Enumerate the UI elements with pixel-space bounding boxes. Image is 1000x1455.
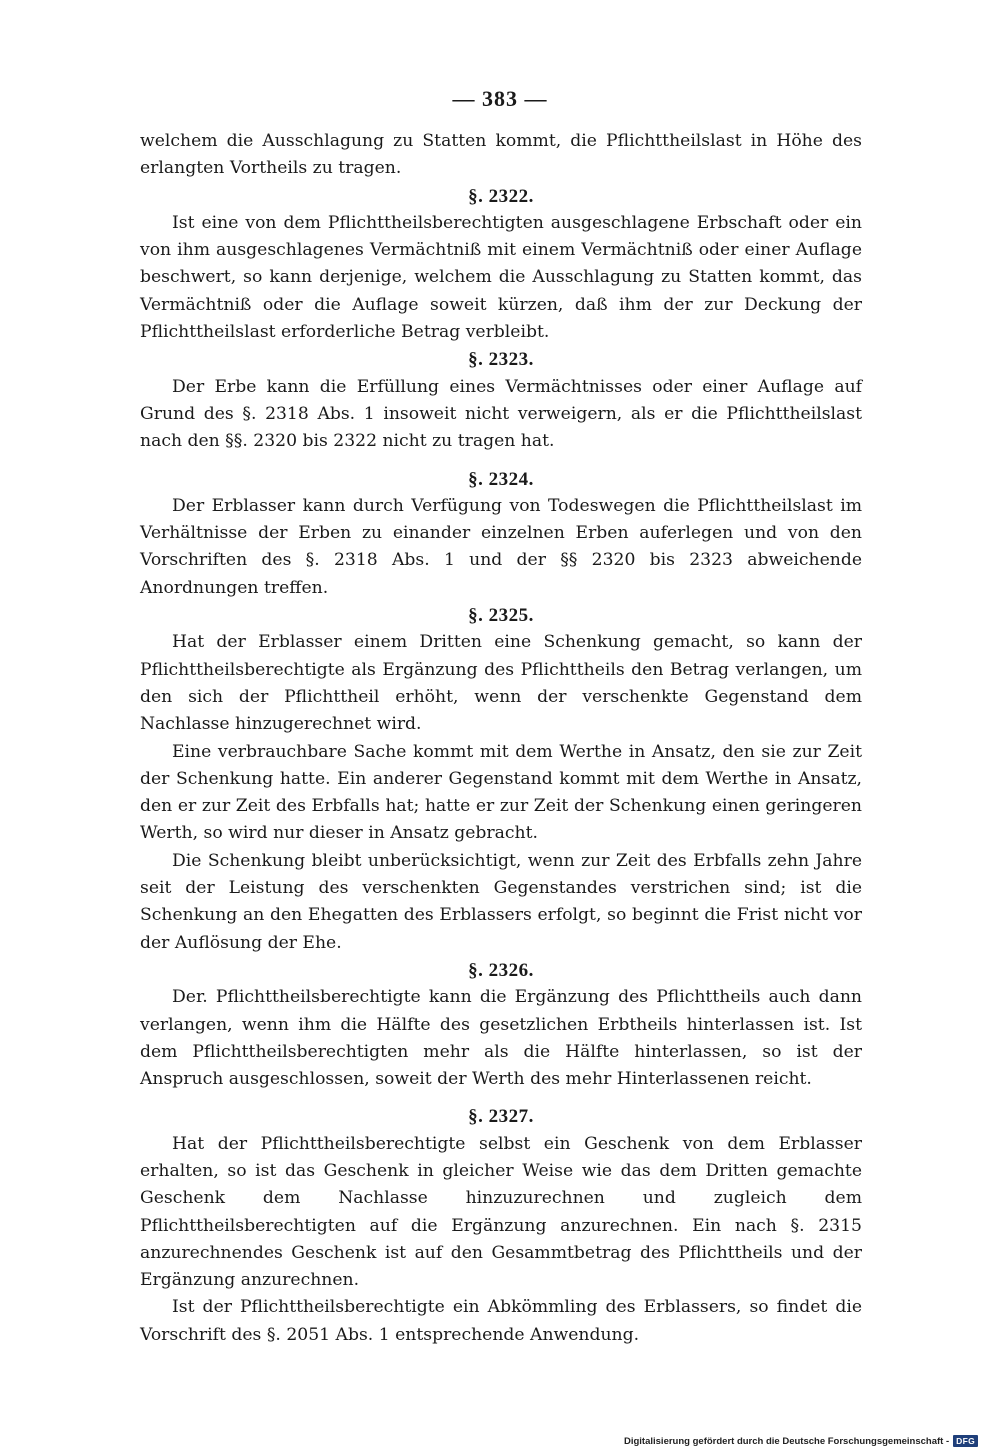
paragraph: Eine verbrauchbare Sache kommt mit dem Werthe in Ansatz, den sie zur Zeit der Schenkung hatte. Ein anderer Gegenstand kommt mit dem Werthe in Ansatz, den er zur Zeit des Erbfalls hat; hatte er zur Zeit der Schenkung einen geringeren Werth, so wird nur dieser in Ansatz gebracht. <box>140 741 862 844</box>
section-heading: §. 2325. <box>468 605 534 627</box>
page-number: — 383 — <box>452 86 548 111</box>
paragraph: Der Erblasser kann durch Verfügung von Todeswegen die Pflichttheilslast im Verhältnisse der Erben zu einander einzelnen Erben auferlegen und von den Vorschriften des §. 2318 Abs. 1 und der §§ 2320 bis 2323 abweichende Anordnungen treffen. <box>140 495 862 598</box>
paragraph: Der. Pflichttheilsberechtigte kann die Ergänzung des Pflichttheils auch dann verlangen, wenn ihm die Hälfte des gesetzlichen Erbtheils hinterlassen ist. Ist dem Pflichttheilsberechtigten mehr als die Hälfte hinterlassen, so ist der Anspruch ausgeschlossen, soweit der Werth des mehr Hinterlassenen reicht. <box>140 987 862 1090</box>
body-text <box>140 128 862 1349</box>
paragraph: Hat der Pflichttheilsberechtigte selbst ein Geschenk von dem Erblasser erhalten, so ist das Geschenk in gleicher Weise wie das dem Dritten gemachte Geschenk dem Nachlasse hinzuzurechnen und zugleich dem Pflichttheilsberechtigten auf die Ergänzung anzurechnen. Ein nach §. 2315 anzurechnendes Geschenk ist auf den Gesammtbetrag des Pflichttheils und der Ergänzung anzurechnen. <box>140 1133 862 1291</box>
dfg-logo-icon: DFG <box>953 1435 978 1447</box>
section-heading: §. 2324. <box>468 468 534 490</box>
credit-text: Digitalisierung gefördert durch die Deutsche Forschungsgemeinschaft - <box>623 1435 950 1447</box>
section-heading: §. 2322. <box>468 185 534 207</box>
paragraph: Der Erbe kann die Erfüllung eines Vermächtnisses oder einer Auflage auf Grund des §. 2318 Abs. 1 insoweit nicht verweigern, als er die Pflichttheilslast nach den §§. 2320 bis 2322 nicht zu tragen hat. <box>140 376 862 452</box>
paragraph: welchem die Ausschlagung zu Statten kommt, die Pflichttheilslast in Höhe des erlangten Vortheils zu tragen. <box>140 131 862 179</box>
paragraph: Hat der Erblasser einem Dritten eine Schenkung gemacht, so kann der Pflichttheilsberechtigte als Ergänzung des Pflichttheils den Betrag verlangen, um den sich der Pflichttheil erhöht, wenn der verschenkte Gegenstand dem Nachlasse hinzugerechnet wird. <box>140 632 862 735</box>
paragraph: Ist eine von dem Pflichttheilsberechtigten ausgeschlagene Erbschaft oder ein von ihm ausgeschlagenes Vermächtniß mit einem Vermächtniß oder einer Auflage beschwert, so kann derjenige, welchem die Ausschlagung zu Statten kommt, das Vermächtniß oder die Auflage soweit kürzen, daß ihm der zur Deckung der Pflichttheilslast erforderliche Betrag verbleibt. <box>140 212 862 343</box>
paragraph: Die Schenkung bleibt unberücksichtigt, wenn zur Zeit des Erbfalls zehn Jahre seit der Leistung des verschenkten Gegenstandes verstrichen sind; ist die Schenkung an den Ehegatten des Erblassers erfolgt, so beginnt die Frist nicht vor der Auflösung der Ehe. <box>140 850 862 953</box>
section-heading: §. 2323. <box>468 349 534 371</box>
digitization-credit <box>624 1435 978 1447</box>
paragraph: Ist der Pflichttheilsberechtigte ein Abkömmling des Erblassers, so findet die Vorschrift des §. 2051 Abs. 1 entsprechende Anwendung. <box>140 1297 862 1345</box>
section-heading: §. 2326. <box>468 959 534 981</box>
section-heading: §. 2327. <box>468 1106 534 1128</box>
